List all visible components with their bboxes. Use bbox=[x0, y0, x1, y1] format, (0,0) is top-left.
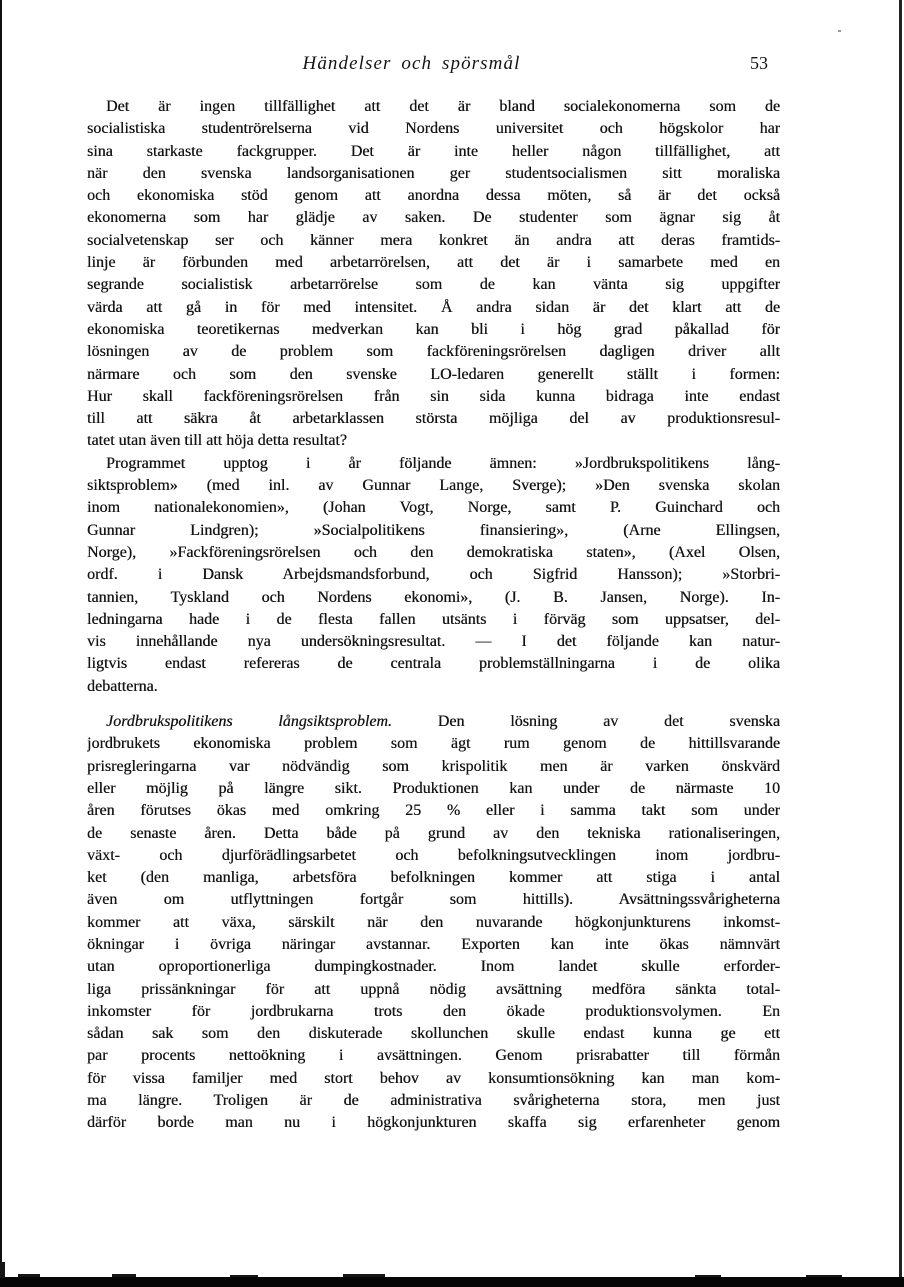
text-line: åren förutses ökas med omkring 25 % eller i samma takt som under bbox=[87, 802, 780, 820]
page-title: Händelser och spörsmål bbox=[302, 53, 521, 74]
paragraph bbox=[87, 96, 780, 453]
text-line: kommer att växa, särskilt när den nuvarande högkonjunkturens inkomst- bbox=[87, 913, 780, 931]
running-header bbox=[87, 53, 780, 77]
text-line: jordbrukets ekonomiska problem som ägt rum genom de hittillsvarande bbox=[87, 735, 780, 753]
text-line: till att säkra åt arbetarklassen största möjliga del av produktionsresul- bbox=[87, 410, 780, 428]
text-line: ordf. i Dansk Arbejdsmandsforbund, och Sigfrid Hansson); »Storbri- bbox=[87, 566, 780, 584]
text-line: socialistiska studentrörelserna vid Nordens universitet och högskolor har bbox=[87, 120, 780, 138]
text-line: Norge), »Fackföreningsrörelsen och den demokratiska staten», (Axel Olsen, bbox=[87, 543, 780, 561]
text-line: ekonomiska teoretikernas medverkan kan bli i hög grad påkallad för bbox=[87, 320, 780, 338]
scan-artifact bbox=[0, 1262, 5, 1278]
scan-artifact bbox=[695, 1275, 721, 1277]
text-line: sina starkaste fackgrupper. Det är inte heller någon tillfällighet, att bbox=[87, 142, 780, 160]
scan-artifact bbox=[806, 1275, 842, 1277]
paragraph bbox=[87, 711, 780, 1135]
text-line: inkomster för jordbrukarna trots den ökade produktionsvolymen. En bbox=[87, 1002, 780, 1020]
italic-lead: Jordbrukspolitikens långsiktsproblem. bbox=[106, 713, 392, 731]
text-line: de senaste åren. Detta både på grund av den tekniska rationaliseringen, bbox=[87, 824, 780, 842]
text-line: Programmet upptog i år följande ämnen: »Jordbrukspolitikens lång- bbox=[106, 454, 780, 472]
text-line: ökningar i övriga näringar avstannar. Exporten kan inte ökas nämnvärt bbox=[87, 935, 780, 953]
text-line: värda att gå in för med intensitet. Å andra sidan är det klart att de bbox=[87, 298, 780, 316]
text-line: lösningen av de problem som fackföreningsrörelsen dagligen driver allt bbox=[87, 343, 780, 361]
text-block bbox=[87, 96, 780, 1135]
text-line: för vissa familjer med stort behov av konsumtionsökning kan man kom- bbox=[87, 1069, 780, 1087]
scan-artifact bbox=[838, 30, 841, 32]
text-line: växt- och djurförädlingsarbetet och befolkningsutvecklingen inom jordbru- bbox=[87, 846, 780, 864]
scan-bottom-bar bbox=[0, 1277, 904, 1287]
scan-artifact bbox=[230, 1275, 258, 1277]
text-line: ekonomerna som har glädje av saken. De studenter som ägnar sig åt bbox=[87, 209, 780, 227]
text-line: ket (den manliga, arbetsföra befolkningen kommer att stiga i antal bbox=[87, 869, 780, 887]
text-line: siktsproblem» (med inl. av Gunnar Lange, Sverge); »Den svenska skolan bbox=[87, 477, 780, 495]
text-line: linje är förbunden med arbetarrörelsen, att det är i samarbete med en bbox=[87, 254, 780, 272]
text-line: liga prissänkningar för att uppnå nödig avsättning medföra sänkta total- bbox=[87, 980, 780, 998]
scan-edge-right bbox=[899, 0, 902, 1287]
text-line: och ekonomiska stöd genom att anordna dessa möten, så är det också bbox=[87, 187, 780, 205]
text-line: ligtvis endast refereras de centrala problemställningarna i de olika bbox=[87, 655, 780, 673]
scan-artifact bbox=[18, 1274, 40, 1277]
text-line: inom nationalekonomien», (Johan Vogt, Norge, samt P. Guinchard och bbox=[87, 499, 780, 517]
text-line: ma längre. Troligen är de administrativa svårigheterna stora, men just bbox=[87, 1092, 780, 1110]
scan-artifact bbox=[343, 1274, 385, 1277]
text-line: Gunnar Lindgren); »Socialpolitikens finansiering», (Arne Ellingsen, bbox=[87, 521, 780, 539]
text-line: eller möjlig på längre sikt. Produktionen kan under de närmaste 10 bbox=[87, 779, 780, 797]
text-line: debatterna. bbox=[87, 677, 158, 695]
text-line: närmare och som den svenske LO-ledaren generellt ställt i formen: bbox=[87, 365, 780, 383]
scan-edge-left bbox=[0, 0, 2, 1287]
text-line: därför borde man nu i högkonjunkturen skaffa sig erfarenheter genom bbox=[87, 1114, 780, 1132]
text-line: Hur skall fackföreningsrörelsen från sin sida kunna bidraga inte endast bbox=[87, 387, 780, 405]
scan-artifact bbox=[112, 1274, 136, 1277]
text-line: socialvetenskap ser och känner mera konkret än andra att deras framtids- bbox=[87, 231, 780, 249]
text-line: tannien, Tyskland och Nordens ekonomi», (J. B. Jansen, Norge). In- bbox=[87, 588, 780, 606]
text-line: sådan sak som den diskuterade skollunchen skulle endast kunna ge ett bbox=[87, 1025, 780, 1043]
text-line: prisregleringarna var nödvändig som krispolitik men är varken önskvärd bbox=[87, 757, 780, 775]
paragraph bbox=[87, 453, 780, 698]
text-line: tatet utan även till att höja detta resultat? bbox=[87, 432, 347, 450]
text-line: par procents nettoökning i avsättningen. Genom prisrabatter till förmån bbox=[87, 1047, 780, 1065]
text-line: även om utflyttningen fortgår som hittills). Avsättningssvårigheterna bbox=[87, 891, 780, 909]
text-line: Det är ingen tillfällighet att det är bland socialekonomerna som de bbox=[106, 98, 780, 115]
page-number: 53 bbox=[750, 53, 768, 73]
text-line: utan oproportionerliga dumpingkostnader. Inom landet skulle erforder- bbox=[87, 958, 780, 976]
text-line: ledningarna hade i de flesta fallen utsänts i förväg som uppsatser, del- bbox=[87, 610, 780, 628]
text-line: när den svenska landsorganisationen ger studentsocialismen sitt moraliska bbox=[87, 164, 780, 182]
text-line: Jordbrukspolitikens långsiktsproblem. Den lösning av det svenska bbox=[106, 713, 780, 731]
text-line: segrande socialistisk arbetarrörelse som de kan vänta sig uppgifter bbox=[87, 276, 780, 294]
text-line: vis innehållande nya undersökningsresultat. — I det följande kan natur- bbox=[87, 633, 780, 651]
